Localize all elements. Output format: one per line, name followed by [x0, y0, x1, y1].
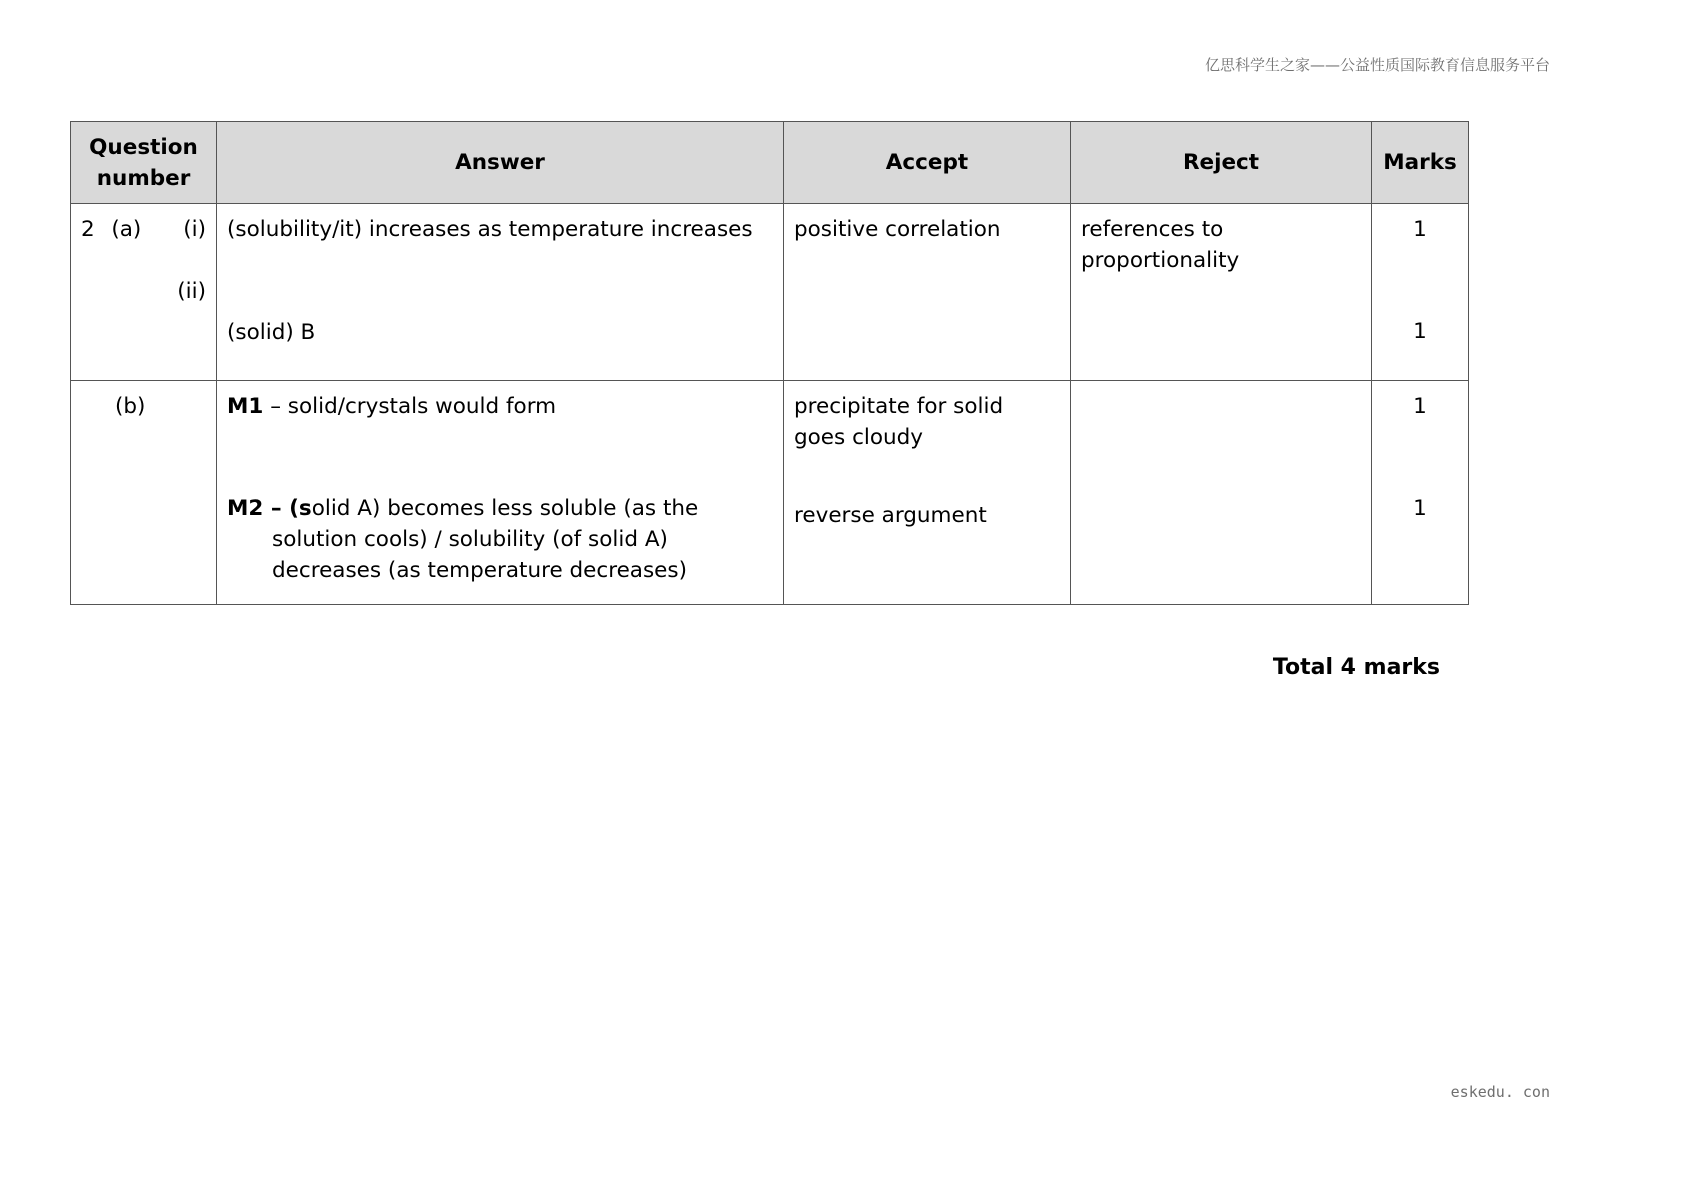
question-part-a: (a) — [111, 217, 142, 242]
marks-a-i: 1 — [1413, 217, 1427, 242]
answer-a-ii: (solid) B — [227, 320, 316, 345]
reject-cell-b — [1071, 381, 1372, 605]
header-reject: Reject — [1071, 122, 1372, 204]
marks-a-ii: 1 — [1413, 319, 1427, 344]
subpart-i: (i) — [183, 217, 206, 242]
accept-b-m1: precipitate for solid goes cloudy — [794, 394, 1004, 450]
accept-cell-a — [784, 204, 1071, 381]
m2-text: olid A) becomes less soluble (as the solution cools) / solubility (of solid A) decreases (as temperature decreases) — [272, 496, 699, 583]
m1-label: M1 — [227, 394, 264, 419]
subpart-ii: (ii) — [177, 279, 206, 304]
mark-scheme-table — [70, 121, 1469, 605]
answer-b-m1 — [227, 391, 773, 462]
marks-cell-b — [1372, 381, 1469, 605]
accept-cell-b — [784, 381, 1071, 605]
marks-b-m2: 1 — [1413, 496, 1427, 521]
reject-cell-a — [1071, 204, 1372, 381]
answer-cell-b — [217, 381, 784, 605]
table-row — [71, 381, 1469, 605]
question-part-b: (b) — [115, 394, 146, 419]
accept-b-m2: reverse argument — [794, 503, 987, 528]
header-marks: Marks — [1372, 122, 1469, 204]
header-accept: Accept — [784, 122, 1071, 204]
answer-cell-a — [217, 204, 784, 381]
m2-label: M2 – (s — [227, 496, 312, 521]
marks-cell-a — [1372, 204, 1469, 381]
header-watermark-text: 亿思科学生之家——公益性质国际教育信息服务平台 — [1204, 56, 1550, 74]
total-marks: Total 4 marks — [1272, 655, 1440, 680]
reject-a-i: references to proportionality — [1081, 217, 1240, 273]
accept-a-i: positive correlation — [794, 217, 1001, 242]
table-row — [71, 204, 1469, 381]
answer-a-i: (solubility/it) increases as temperature increases — [227, 217, 753, 242]
question-number-cell-a — [71, 204, 217, 381]
header-answer: Answer — [217, 122, 784, 204]
question-number-cell-b — [71, 381, 217, 605]
m1-text: – solid/crystals would form — [263, 394, 557, 419]
marks-b-m1: 1 — [1413, 394, 1427, 419]
question-number: 2 — [81, 217, 95, 242]
table-header-row — [71, 122, 1469, 204]
footer-watermark-text: eskedu. con — [1450, 1083, 1550, 1101]
header-question-number: Question number — [71, 122, 217, 204]
answer-b-m2 — [227, 493, 773, 586]
